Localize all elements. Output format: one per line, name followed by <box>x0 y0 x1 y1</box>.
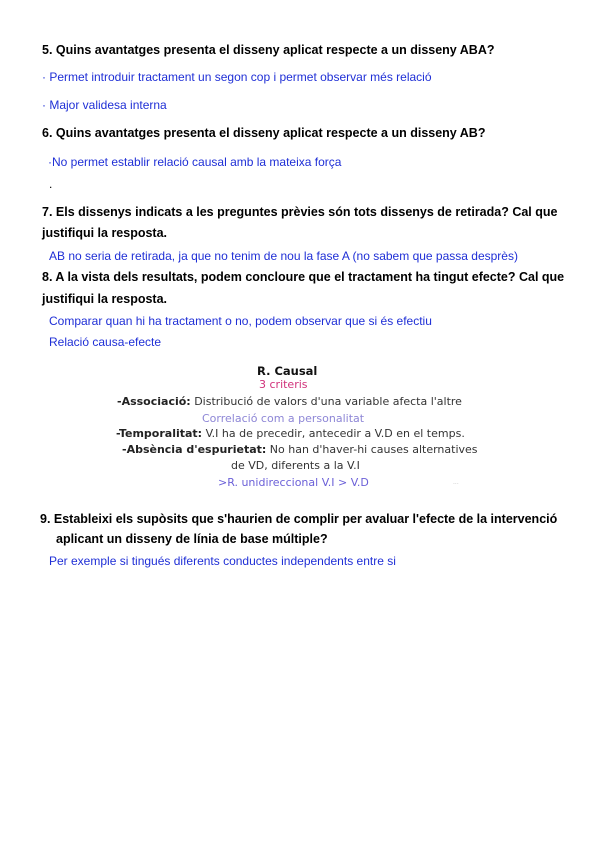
notes-corner-mark: ... <box>453 479 459 486</box>
answer-7: AB no seria de retirada, ja que no tenim de nou la fase A (no sabem que passa desprès) <box>49 249 518 263</box>
answer-6-1: ·No permet establir relació causal amb la mateixa força <box>48 155 342 169</box>
notes-temporalitat <box>116 427 465 440</box>
espurietat-text: No han d'haver-hi causes alternatives <box>266 443 478 456</box>
question-7-line-2: justifiqui la resposta. <box>42 226 168 240</box>
notes-arrow-note: >R. unidireccional V.I > V.D <box>218 476 369 489</box>
answer-6-2: . <box>49 177 53 191</box>
notes-associacio <box>117 395 462 408</box>
causal-notes-image <box>0 360 600 495</box>
question-8-line-1: 8. A la vista dels resultats, podem concloure que el tractament ha tingut efecte? Cal que <box>42 270 565 284</box>
associacio-label: -Associació: <box>117 395 191 408</box>
notes-subtitle: 3 criteris <box>259 378 308 391</box>
answer-5-1: · Permet introduir tractament un segon cop i permet observar més relació <box>42 70 432 84</box>
answer-8-1: Comparar quan hi ha tractament o no, podem observar que si és efectiu <box>49 314 432 328</box>
answer-5-2: · Major validesa interna <box>42 98 167 112</box>
temporalitat-label: -Temporalitat: <box>116 427 203 440</box>
espurietat-label: -Absència d'espurietat: <box>122 443 267 456</box>
question-7-line-1: 7. Els dissenys indicats a les preguntes prèvies són tots dissenys de retirada? Cal que <box>42 205 558 219</box>
notes-espurietat-line-2: de VD, diferents a la V.I <box>231 459 360 472</box>
notes-title: R. Causal <box>257 364 318 378</box>
question-6: 6. Quins avantatges presenta el disseny aplicat respecte a un disseny AB? <box>42 126 486 140</box>
notes-associacio-note: Correlació com a personalitat <box>202 412 365 425</box>
question-9-line-2: aplicant un disseny de línia de base múltiple? <box>56 532 328 546</box>
answer-9: Per exemple si tingués diferents conductes independents entre si <box>49 554 396 568</box>
associacio-text: Distribució de valors d'una variable afecta l'altre <box>190 395 462 408</box>
notes-espurietat <box>122 443 478 456</box>
temporalitat-text: V.I ha de precedir, antecedir a V.D en el temps. <box>202 427 465 440</box>
question-9-line-1: 9. Estableixi els supòsits que s'haurien de complir per avaluar l'efecte de la intervenció <box>40 512 558 526</box>
answer-8-2: Relació causa-efecte <box>49 335 162 349</box>
question-8-line-2: justifiqui la resposta. <box>42 292 168 306</box>
question-5: 5. Quins avantatges presenta el disseny aplicat respecte a un disseny ABA? <box>42 43 495 57</box>
